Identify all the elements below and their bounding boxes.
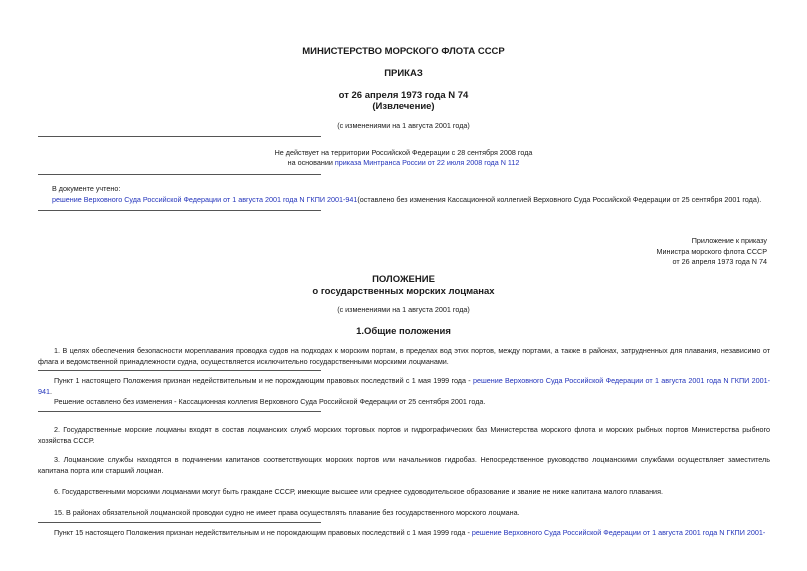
regulation-subtitle: о государственных морских лоцманах xyxy=(312,286,495,297)
extract-label: (Извлечение) xyxy=(372,101,435,112)
note-1-suffix: . xyxy=(50,386,52,396)
divider xyxy=(38,174,321,175)
paragraph-1-note-line-2: Решение оставлено без изменения - Кассационная коллегия Верховного Суда Российской Федерации от 25 сентября 2001 года. xyxy=(54,397,486,406)
appendix-line-1: Приложение к приказу xyxy=(691,236,767,245)
paragraph-3: 3. Лоцманские службы находятся в подчинении капитанов соответствующих морских портов или начальников гидробаз. Непосредственное руководство лоцманскими службами осуществляет заместитель капитана порта или старший лоцман. xyxy=(38,455,770,475)
paragraph-15-note xyxy=(38,528,770,539)
considered-label: В документе учтено: xyxy=(52,184,121,193)
divider xyxy=(38,411,321,412)
considered-suffix: (оставлено без изменения Кассационной коллегией Верховного Суда Российской Федерации от 25 сентября 2001 года). xyxy=(357,195,762,204)
repeal-order-link[interactable]: приказа Минтранса России от 22 июля 2008 года N 112 xyxy=(334,158,520,167)
section-title: 1.Общие положения xyxy=(356,326,451,337)
considered-line xyxy=(52,195,792,206)
paragraph-6: 6. Государственными морскими лоцманами могут быть граждане СССР, имеющие высшее или среднее судоводительское образование и звание не ниже капитана малого плавания. xyxy=(54,487,663,496)
divider xyxy=(38,136,321,137)
status-basis-prefix: на основании xyxy=(287,158,335,167)
note-1-decision-link[interactable]: решение Верховного Суда Российской Федерации от 1 августа 2001 года N ГКПИ 2001-941 xyxy=(38,376,770,396)
paragraph-15: 15. В районах обязательной лоцманской проводки судно не имеет права осуществлять плавание без государственного морского лоцмана. xyxy=(54,508,520,517)
ministry-heading: МИНИСТЕРСТВО МОРСКОГО ФЛОТА СССР xyxy=(302,46,505,57)
doc-date-number: от 26 апреля 1973 года N 74 xyxy=(338,90,469,101)
amendments-note: (с изменениями на 1 августа 2001 года) xyxy=(337,121,470,130)
note-15-prefix: Пункт 15 настоящего Положения признан недействительным и не порождающим правовых последствий с 1 мая 1999 года - xyxy=(54,528,472,537)
supreme-court-decision-link[interactable]: решение Верховного Суда Российской Федерации от 1 августа 2001 года N ГКПИ 2001-941 xyxy=(52,195,358,204)
paragraph-2: 2. Государственные морские лоцманы входят в состав лоцманских служб морских торговых портов и гидрографических баз Министерства морского флота и морских рыбных портов Министерства рыбного хозяйства СССР. xyxy=(38,425,770,445)
paragraph-1-note xyxy=(38,376,770,397)
divider xyxy=(38,210,321,211)
appendix-line-2: Министра морского флота СССР xyxy=(656,246,767,256)
status-line-1: Не действует на территории Российской Федерации с 28 сентября 2008 года xyxy=(274,148,533,157)
note-15-decision-link[interactable]: решение Верховного Суда Российской Федерации от 1 августа 2001 года N ГКПИ 2001- xyxy=(471,528,766,537)
regulation-amendments: (с изменениями на 1 августа 2001 года) xyxy=(337,305,470,314)
appendix-block xyxy=(656,236,767,268)
status-line-2 xyxy=(0,158,807,169)
divider xyxy=(38,522,321,523)
paragraph-1: 1. В целях обеспечения безопасности мореплавания проводка судов на подходах к морским портам, в пределах вод этих портов, между портами, а также в районах, затрудненных для плавания, независимо от флага и ведомственной принадлежности судна, осуществляется исключительно государственными морскими лоцманами. xyxy=(38,346,770,366)
appendix-line-3: от 26 апреля 1973 года N 74 xyxy=(672,257,767,266)
note-1-prefix: Пункт 1 настоящего Положения признан недействительным и не порождающим правовых последствий с 1 мая 1999 года - xyxy=(54,376,473,385)
doc-type-heading: ПРИКАЗ xyxy=(384,68,423,79)
divider xyxy=(38,370,321,371)
regulation-title: ПОЛОЖЕНИЕ xyxy=(372,274,435,285)
